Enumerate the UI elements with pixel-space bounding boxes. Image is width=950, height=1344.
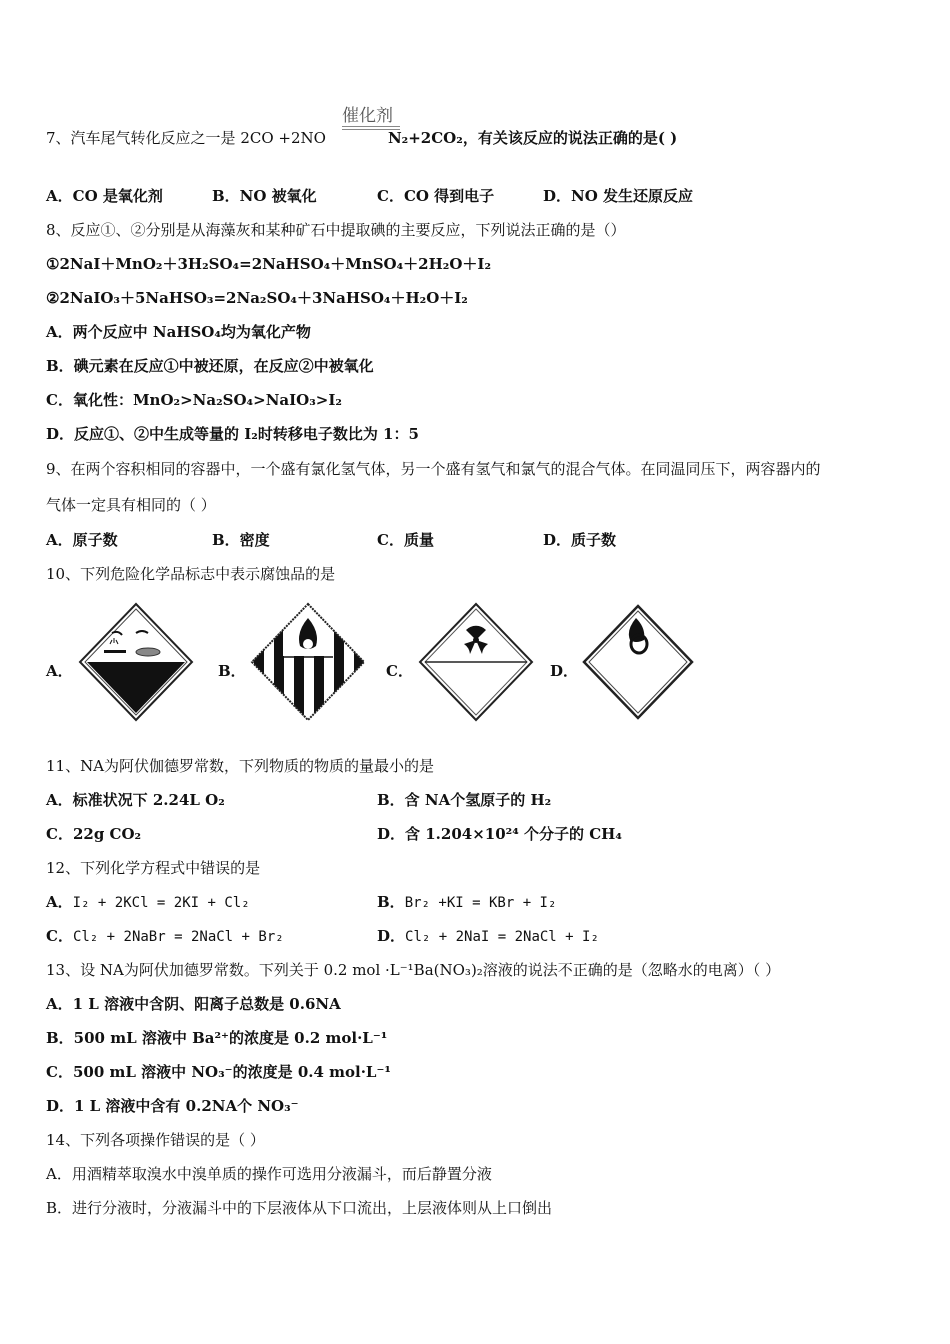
q10-option-d-label[interactable]: D． [550, 662, 579, 680]
q13-option-b[interactable]: B．500 mL 溶液中 Ba²⁺的浓度是 0.2 mol·L⁻¹ [46, 1029, 388, 1047]
q7-option-b[interactable]: B．NO 被氧化 [212, 187, 317, 205]
question-9-stem-line-2: 气体一定具有相同的（ ） [46, 496, 216, 514]
equals-bar-top [342, 126, 400, 127]
question-7-stem: 7、汽车尾气转化反应之一是 2CO +2NO N₂+2CO₂，有关该反应的说法正确的是( ) [46, 129, 678, 147]
q10-option-a-label[interactable]: A． [46, 662, 73, 680]
q9-option-b[interactable]: B．密度 [212, 531, 270, 549]
question-11-stem: 11、NA为阿伏伽德罗常数，下列物质的物质的量最小的是 [46, 757, 435, 775]
spontaneously-combustible-sign-icon[interactable] [248, 600, 368, 724]
q8-reaction-2: ②2NaIO₃＋5NaHSO₃=2Na₂SO₄＋3NaHSO₄＋H₂O＋I₂ [46, 289, 468, 307]
q13-option-d[interactable]: D．1 L 溶液中含有 0.2NA个 NO₃⁻ [46, 1097, 299, 1115]
oxidizer-sign-icon[interactable] [578, 600, 698, 724]
q10-option-b-label[interactable]: B． [218, 662, 246, 680]
catalyst-label: 催化剂 [342, 106, 393, 126]
q11-option-a[interactable]: A．标准状况下 2.24L O₂ [46, 791, 225, 809]
question-10-stem: 10、下列危险化学品标志中表示腐蚀品的是 [46, 565, 336, 583]
q13-option-a[interactable]: A．1 L 溶液中含阴、阳离子总数是 0.6NA [46, 995, 341, 1013]
q8-option-d[interactable]: D．反应①、②中生成等量的 I₂时转移电子数比为 1：5 [46, 425, 419, 443]
question-12-stem: 12、下列化学方程式中错误的是 [46, 859, 261, 877]
radioactive-sign-icon[interactable] [416, 600, 536, 724]
q12-option-d[interactable]: D．Cl₂ + 2NaI = 2NaCl + I₂ [377, 927, 599, 945]
question-8-stem: 8、反应①、②分别是从海藻灰和某种矿石中提取碘的主要反应，下列说法正确的是（） [46, 221, 626, 239]
q11-option-d[interactable]: D．含 1.204×10²⁴ 个分子的 CH₄ [377, 825, 622, 843]
q10-option-c-label[interactable]: C． [386, 662, 413, 680]
q9-option-a[interactable]: A．原子数 [46, 531, 118, 549]
q9-option-c[interactable]: C．质量 [377, 531, 434, 549]
q7-option-d[interactable]: D．NO 发生还原反应 [543, 187, 694, 205]
q8-option-c[interactable]: C．氧化性：MnO₂>Na₂SO₄>NaIO₃>I₂ [46, 391, 342, 409]
q14-option-b[interactable]: B．进行分液时，分液漏斗中的下层液体从下口流出，上层液体则从上口倒出 [46, 1199, 553, 1217]
q11-option-b[interactable]: B．含 NA个氢原子的 H₂ [377, 791, 552, 809]
q11-option-c[interactable]: C．22g CO₂ [46, 825, 142, 843]
q8-option-b[interactable]: B．碘元素在反应①中被还原，在反应②中被氧化 [46, 357, 374, 375]
question-13-stem: 13、设 NA为阿伏加德罗常数。下列关于 0.2 mol ·L⁻¹Ba(NO₃)₂溶液的说法不正确的是（忽略水的电离）（ ） [46, 961, 781, 979]
q8-option-a[interactable]: A．两个反应中 NaHSO₄均为氧化产物 [46, 323, 311, 341]
question-9-stem-line-1: 9、在两个容积相同的容器中，一个盛有氯化氢气体，另一个盛有氢气和氯气的混合气体。在同温同压下，两容器内的 [46, 460, 821, 478]
q8-reaction-1: ①2NaI＋MnO₂＋3H₂SO₄=2NaHSO₄＋MnSO₄＋2H₂O＋I₂ [46, 255, 492, 273]
question-14-stem: 14、下列各项操作错误的是（ ） [46, 1131, 265, 1149]
q7-option-a[interactable]: A．CO 是氧化剂 [46, 187, 163, 205]
q12-option-c[interactable]: C．Cl₂ + 2NaBr = 2NaCl + Br₂ [46, 927, 284, 945]
q9-option-d[interactable]: D．质子数 [543, 531, 617, 549]
corrosive-sign-icon[interactable] [76, 600, 196, 724]
q7-option-c[interactable]: C．CO 得到电子 [377, 187, 495, 205]
q14-option-a[interactable]: A．用酒精萃取溴水中溴单质的操作可选用分液漏斗，而后静置分液 [46, 1165, 492, 1183]
q12-option-a[interactable]: A．I₂ + 2KCl = 2KI + Cl₂ [46, 893, 250, 911]
q13-option-c[interactable]: C．500 mL 溶液中 NO₃⁻的浓度是 0.4 mol·L⁻¹ [46, 1063, 391, 1081]
q12-option-b[interactable]: B．Br₂ +KI = KBr + I₂ [377, 893, 557, 911]
